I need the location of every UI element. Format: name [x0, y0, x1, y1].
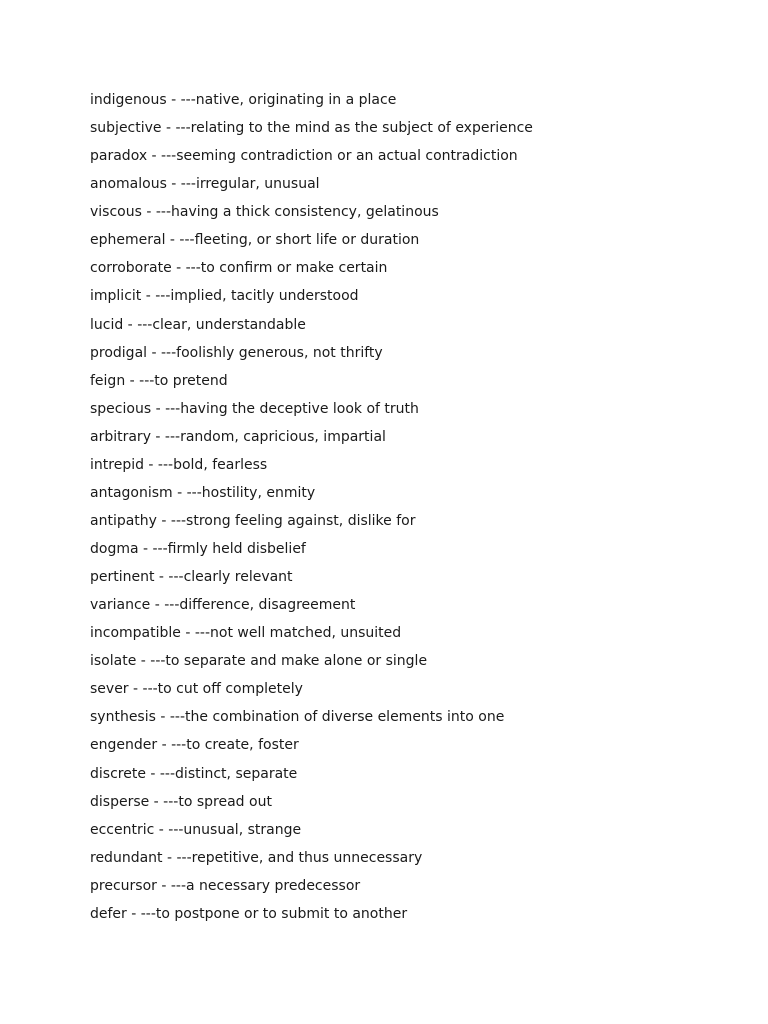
vocab-entry: defer - ---to postpone or to submit to another	[90, 905, 408, 922]
vocab-entry: intrepid - ---bold, fearless	[90, 456, 268, 473]
vocab-entry: subjective - ---relating to the mind as the subject of experience	[90, 120, 533, 137]
vocab-entry: pertinent - ---clearly relevant	[90, 569, 293, 586]
vocab-entry: precursor - ---a necessary predecessor	[90, 877, 361, 894]
vocab-entry: incompatible - ---not well matched, unsuited	[90, 625, 402, 642]
vocab-entry: indigenous - ---native, originating in a place	[90, 92, 397, 108]
vocab-entry: lucid - ---clear, understandable	[90, 316, 306, 333]
vocab-entry: corroborate - ---to confirm or make certain	[90, 260, 388, 277]
vocab-entry: prodigal - ---foolishly generous, not thrifty	[90, 344, 383, 361]
vocab-entry: ephemeral - ---fleeting, or short life or duration	[90, 232, 420, 249]
vocab-entry: isolate - ---to separate and make alone or single	[90, 653, 428, 670]
vocab-entry: arbitrary - ---random, capricious, impartial	[90, 428, 386, 445]
vocab-entry: sever - ---to cut off completely	[90, 681, 303, 698]
vocab-entry: paradox - ---seeming contradiction or an actual contradiction	[90, 148, 518, 165]
vocab-entry: viscous - ---having a thick consistency, gelatinous	[90, 204, 439, 221]
vocab-entry: antipathy - ---strong feeling against, dislike for	[90, 512, 416, 529]
vocab-entry: disperse - ---to spread out	[90, 793, 272, 810]
vocab-entry: implicit - ---implied, tacitly understood	[90, 288, 359, 305]
vocab-entry: redundant - ---repetitive, and thus unnecessary	[90, 849, 423, 866]
vocab-entry: antagonism - ---hostility, enmity	[90, 484, 316, 501]
vocabulary-list	[90, 89, 533, 931]
vocab-entry: synthesis - ---the combination of diverse elements into one	[90, 709, 505, 726]
vocab-entry: eccentric - ---unusual, strange	[90, 821, 302, 838]
vocab-entry: variance - ---difference, disagreement	[90, 597, 356, 614]
vocab-entry: discrete - ---distinct, separate	[90, 765, 298, 782]
vocab-entry: feign - ---to pretend	[90, 372, 228, 389]
vocab-entry: anomalous - ---irregular, unusual	[90, 176, 320, 193]
vocab-entry: dogma - ---firmly held disbelief	[90, 541, 306, 557]
vocab-entry: engender - ---to create, foster	[90, 737, 299, 754]
vocab-entry: specious - ---having the deceptive look of truth	[90, 400, 419, 417]
